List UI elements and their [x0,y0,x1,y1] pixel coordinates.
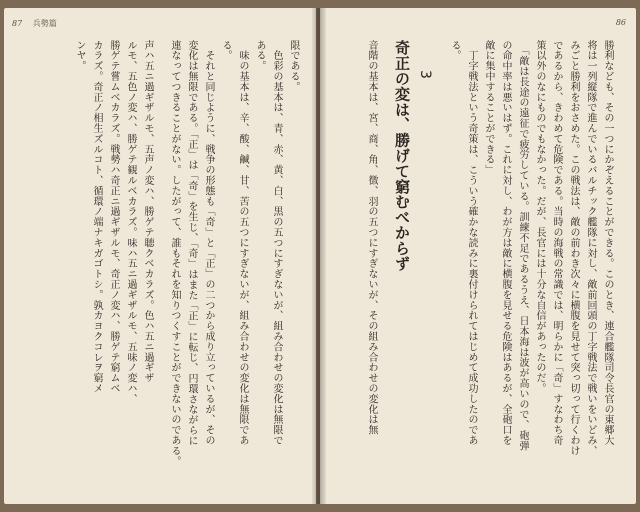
text-column: ある。 [254,40,265,72]
text-column: 色彩の基本は、青、赤、黄、白、黒の五つにすぎないが、組み合わせの変化は無限で [271,40,282,446]
left-page-body [71,40,302,466]
text-column: る。 [220,40,231,61]
text-column: 音階の基本は、宮、商、角、徴、羽の五つにすぎないが、その組み合わせの変化は無 [366,40,377,436]
left-page-title: 兵勢篇 [32,19,57,28]
text-column: それと同じように、戦争の形態も「奇」と「正」の二つから成り立っているが、その [203,40,214,446]
left-page-header [12,18,57,29]
text-column: 将は一列縦隊で進んでいるバルチック艦隊に対し、敵前回頭の丁字戦法で戦いをいどみ、 [585,40,596,456]
text-column: る。 [449,40,460,61]
kanbun-column: ルモ、五色ノ変ハ、勝ゲテ観ルベカラズ。味ハ五ニ過ギザルモ、五味ノ変ハ、 [125,40,136,404]
right-page-number: 86 [615,18,626,27]
book-gutter [312,8,326,504]
right-page-header [616,18,626,27]
text-column: 連なってつきることがない。したがって、誰もそれを知りつくすことができないのである。 [169,40,180,467]
text-column: みごと勝利をおさめた。この戦法は、敵の前わき次々に横腹を見せて突っ切って行くわけ [568,40,579,456]
text-column: 敵に集中することができる」 [483,40,494,176]
text-column: の命中率は悪いはず。これに対し、わが方は敵に横腹を見せる危険はあるが、全砲口を [500,40,511,446]
text-column: 勝利なども、その一つにかぞえることができる。このとき、連合艦隊司令長官の東郷大 [602,40,613,446]
kanbun-column: 勝ゲテ嘗ムベカラズ。戦勢ハ奇正ニ過ギザルモ、奇正ノ変ハ、勝ゲテ窮ムベ [108,40,119,394]
left-page [4,8,316,504]
text-column: 変化は無限である。「正」は「奇」を生じ、「奇」はまた「正」に転じ、円環さながらに [186,40,197,446]
right-page [320,8,636,504]
kanbun-column: ンヤ。 [74,40,85,72]
text-column: 「敵は長途の遠征で疲労している。訓練不足であるうえ、日本海は波が高いので、砲弾 [517,40,528,451]
section-heading: 奇正の変は、勝げて窮むべからず [393,40,411,271]
left-page-number: 87 [12,19,23,28]
text-column: 味の基本は、辛、酸、鹹、甘、苦の五つにすぎないが、組み合わせの変化は無限であ [237,40,248,446]
kanbun-column: 声ハ五ニ過ギザルモ、五声ノ変ハ、勝ゲテ聴クベカラズ。色ハ五ニ過ギザ [142,40,153,384]
text-column: であるから、きわめて危険である。当時の海戦の常識では、明らかに「奇」すなわち奇 [551,40,562,446]
kanbun-column: カラズ。奇正ノ相生ズルコト、循環ノ端ナキガゴトシ。孰カヨクコレヲ窮メ [91,40,102,394]
section-number: 3 [417,70,433,80]
text-column: 丁字戦法という奇策は、こういう確かな読みに裏付けられてはじめて成功したのであ [466,40,477,446]
text-column: 策以外のなにものでもなかった。だが、長官には十分な自信があったのだ。 [534,40,545,394]
text-column: 限である。 [288,40,299,92]
right-page-body [363,40,616,456]
